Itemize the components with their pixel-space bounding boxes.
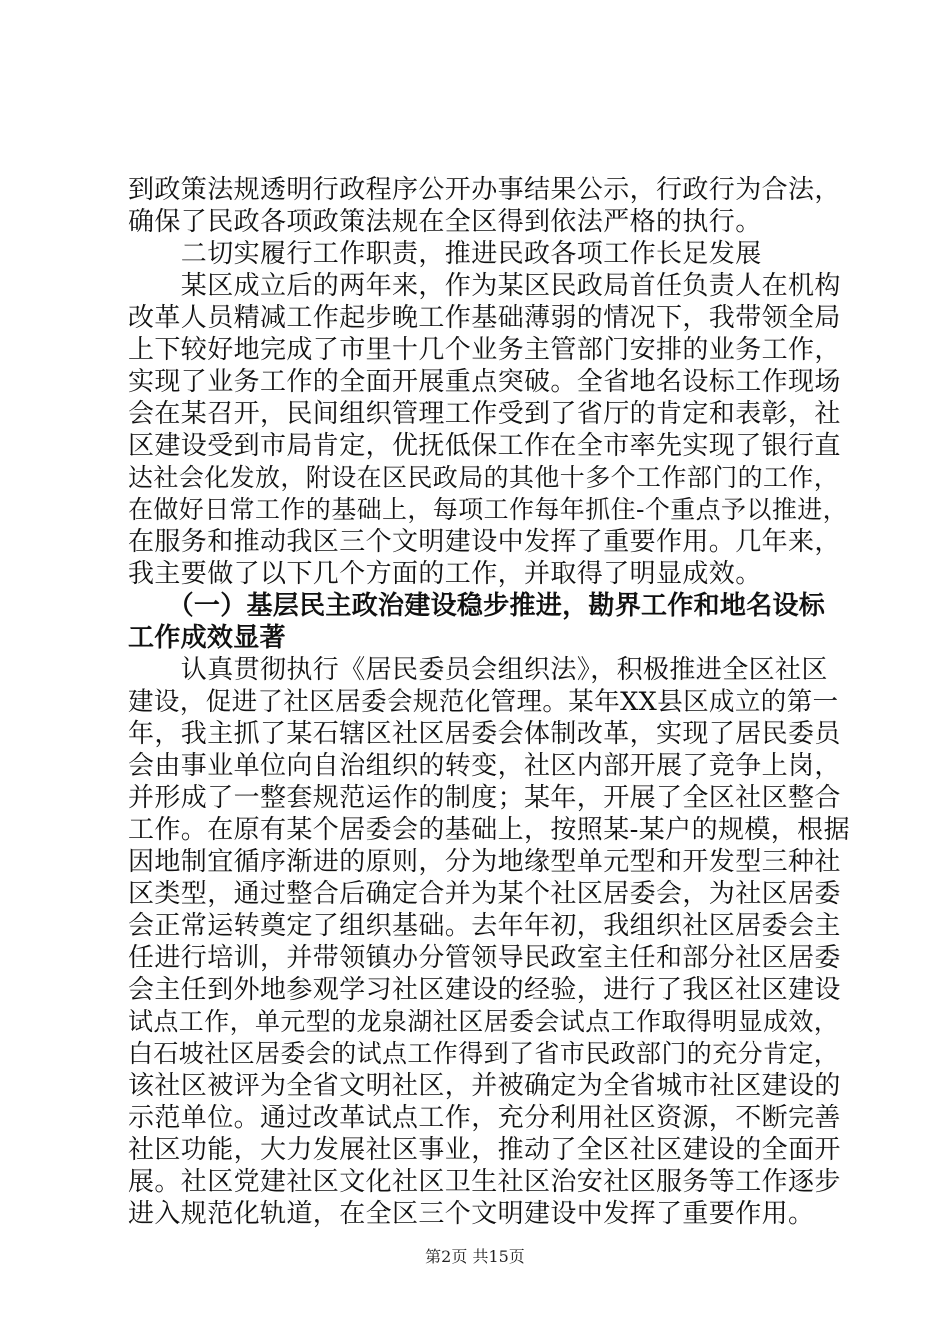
body-line: 上下较好地完成了市里十几个业务主管部门安排的业务工作，: [128, 335, 841, 365]
body-line: 认真贯彻执行《居民委员会组织法》，积极推进全区社区: [128, 655, 828, 685]
subsection-heading: （一）基层民主政治建设稳步推进，勘界工作和地名设标: [128, 591, 826, 621]
section-heading: 二切实履行工作职责，推进民政各项工作长足发展: [128, 239, 762, 269]
body-line: 并形成了一整套规范运作的制度；某年，开展了全区社区整合: [128, 783, 841, 813]
body-line: 达社会化发放，附设在区民政局的其他十多个工作部门的工作，: [128, 463, 840, 492]
subsection-heading-cont: 工作成效显著: [128, 623, 286, 653]
body-line: 实现了业务工作的全面开展重点突破。全省地名设标工作现场: [128, 367, 841, 397]
body-line: 到政策法规透明行政程序公开办事结果公示，行政行为合法，: [128, 175, 841, 205]
body-line: 某区成立后的两年来，作为某区民政局首任负责人在机构: [128, 271, 841, 301]
body-line: 区建设受到市局肯定，优抚低保工作在全市率先实现了银行直: [128, 431, 841, 461]
body-line: 该社区被评为全省文明社区，并被确定为全省城市社区建设的: [128, 1071, 841, 1101]
body-line: 确保了民政各项政策法规在全区得到依法严格的执行。: [128, 207, 762, 237]
body-line: 试点工作，单元型的龙泉湖社区居委会试点工作取得明显成效，: [128, 1007, 840, 1036]
body-line: 在服务和推动我区三个文明建设中发挥了重要作用。几年来，: [128, 527, 841, 557]
body-line: 会主任到外地参观学习社区建设的经验，进行了我区社区建设: [128, 975, 841, 1005]
body-line: 在做好日常工作的基础上，每项工作每年抓住-个重点予以推进，: [128, 495, 849, 524]
body-line: 年，我主抓了某石辖区社区居委会体制改革，实现了居民委员: [128, 719, 841, 749]
body-line: 区类型，通过整合后确定合并为某个社区居委会，为社区居委: [128, 879, 841, 909]
body-line: 白石坡社区居委会的试点工作得到了省市民政部门的充分肯定，: [128, 1039, 840, 1068]
body-line: 示范单位。通过改革试点工作，充分利用社区资源，不断完善: [128, 1103, 841, 1133]
body-line: 因地制宜循序渐进的原则，分为地缘型单元型和开发型三种社: [128, 847, 841, 877]
body-line: 进入规范化轨道，在全区三个文明建设中发挥了重要作用。: [128, 1199, 815, 1229]
body-line: 展。社区党建社区文化社区卫生社区治安社区服务等工作逐步: [128, 1167, 841, 1197]
body-line: 工作。在原有某个居委会的基础上，按照某-某户的规模，根据: [128, 815, 850, 845]
body-line: 会由事业单位向自治组织的转变，社区内部开展了竞争上岗，: [128, 751, 841, 781]
body-line: 会正常运转奠定了组织基础。去年年初，我组织社区居委会主: [128, 911, 841, 941]
page-number-footer: 第2页 共15页: [425, 1247, 525, 1266]
body-line: 我主要做了以下几个方面的工作，并取得了明显成效。: [128, 559, 762, 589]
body-line: 改革人员精减工作起步晚工作基础薄弱的情况下，我带领全局: [128, 303, 841, 333]
body-line: 建设，促进了社区居委会规范化管理。某年XX县区成立的第一: [128, 687, 839, 717]
body-line: 任进行培训，并带领镇办分管领导民政室主任和部分社区居委: [128, 943, 841, 973]
body-line: 会在某召开，民间组织管理工作受到了省厅的肯定和表彰，社: [128, 399, 841, 429]
body-line: 社区功能，大力发展社区事业，推动了全区社区建设的全面开: [128, 1135, 841, 1165]
